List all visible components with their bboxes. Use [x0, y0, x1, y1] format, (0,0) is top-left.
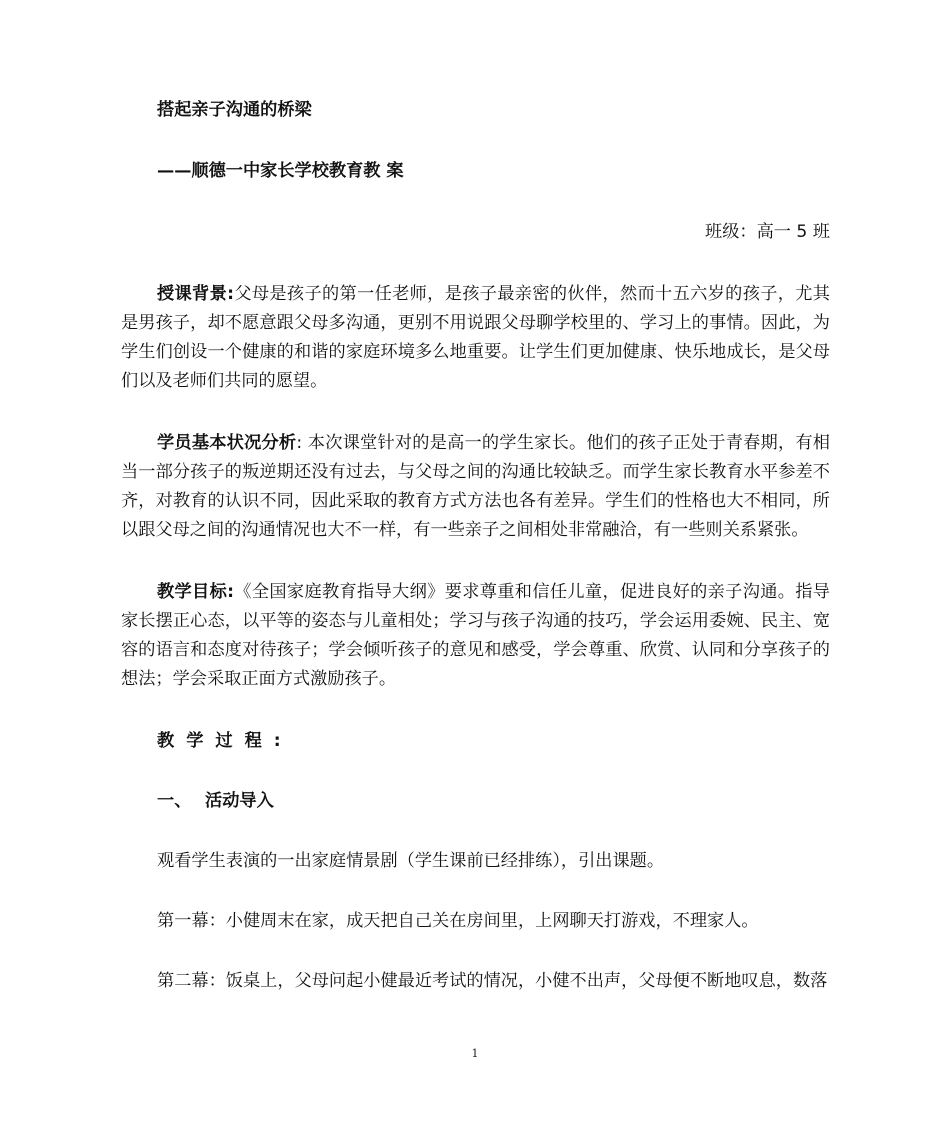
background-paragraph — [121, 280, 830, 396]
class-info: 班级：高一 5 班 — [705, 222, 830, 242]
analysis-text: : 本次课堂针对的是高一的学生家长。他们的孩子正处于青春期，有相当一部分孩子的叛逆期还没有过去，与父母之间的沟通比较缺乏。而学生家长教育水平参差不齐，对教育的认识不同，因此采取的教育方式方法也各有差异。学生们的性格也大不相同，所以跟父母之间的沟通情况也大不一样，有一些亲子之间相处非常融洽，有一些则关系紧张。 — [121, 433, 830, 540]
analysis-label: 学员基本状况分析 — [157, 433, 297, 453]
scene-two-paragraph: 第二幕：饭桌上，父母问起小健最近考试的情况，小健不出声，父母便不断地叹息，数落 — [157, 971, 828, 991]
process-heading: 教学过程: — [157, 731, 293, 751]
document-body — [121, 96, 830, 996]
section-title: 活动导入 — [205, 791, 274, 811]
document-subtitle: ——顺德一中家长学校教育教 案 — [157, 161, 404, 181]
document-title: 搭起亲子沟通的桥梁 — [157, 100, 312, 120]
background-text: 父母是孩子的第一任老师，是孩子最亲密的伙伴，然而十五六岁的孩子，尤其是男孩子，却不愿意跟父母多沟通，更别不用说跟父母聊学校里的、学习上的事情。因此，为学生们创设一个健康的和谐的家庭环境多么地重要。让学生们更加健康、快乐地成长，是父母们以及老师们共同的愿望。 — [121, 284, 830, 391]
analysis-paragraph — [121, 429, 830, 545]
goals-label: 教学目标: — [157, 582, 234, 602]
section-number: 一、 — [157, 791, 192, 811]
section-heading — [121, 787, 830, 816]
page-number: 1 — [471, 1047, 479, 1060]
goals-text: 《全国家庭教育指导大纲》要求尊重和信任儿童，促进良好的亲子沟通。指导家长摆正心态，以平等的姿态与儿童相处；学习与孩子沟通的技巧，学会运用委婉、民主、宽容的语言和态度对待孩子；学会倾听孩子的意见和感受，学会尊重、欣赏、认同和分享孩子的想法；学会采取正面方式激励孩子。 — [121, 582, 830, 689]
background-label: 授课背景: — [157, 284, 234, 304]
intro-paragraph: 观看学生表演的一出家庭情景剧（学生课前已经排练），引出课题。 — [157, 851, 665, 871]
goals-paragraph — [121, 578, 830, 694]
scene-one-paragraph: 第一幕：小健周末在家，成天把自己关在房间里，上网聊天打游戏，不理家人。 — [157, 911, 759, 931]
